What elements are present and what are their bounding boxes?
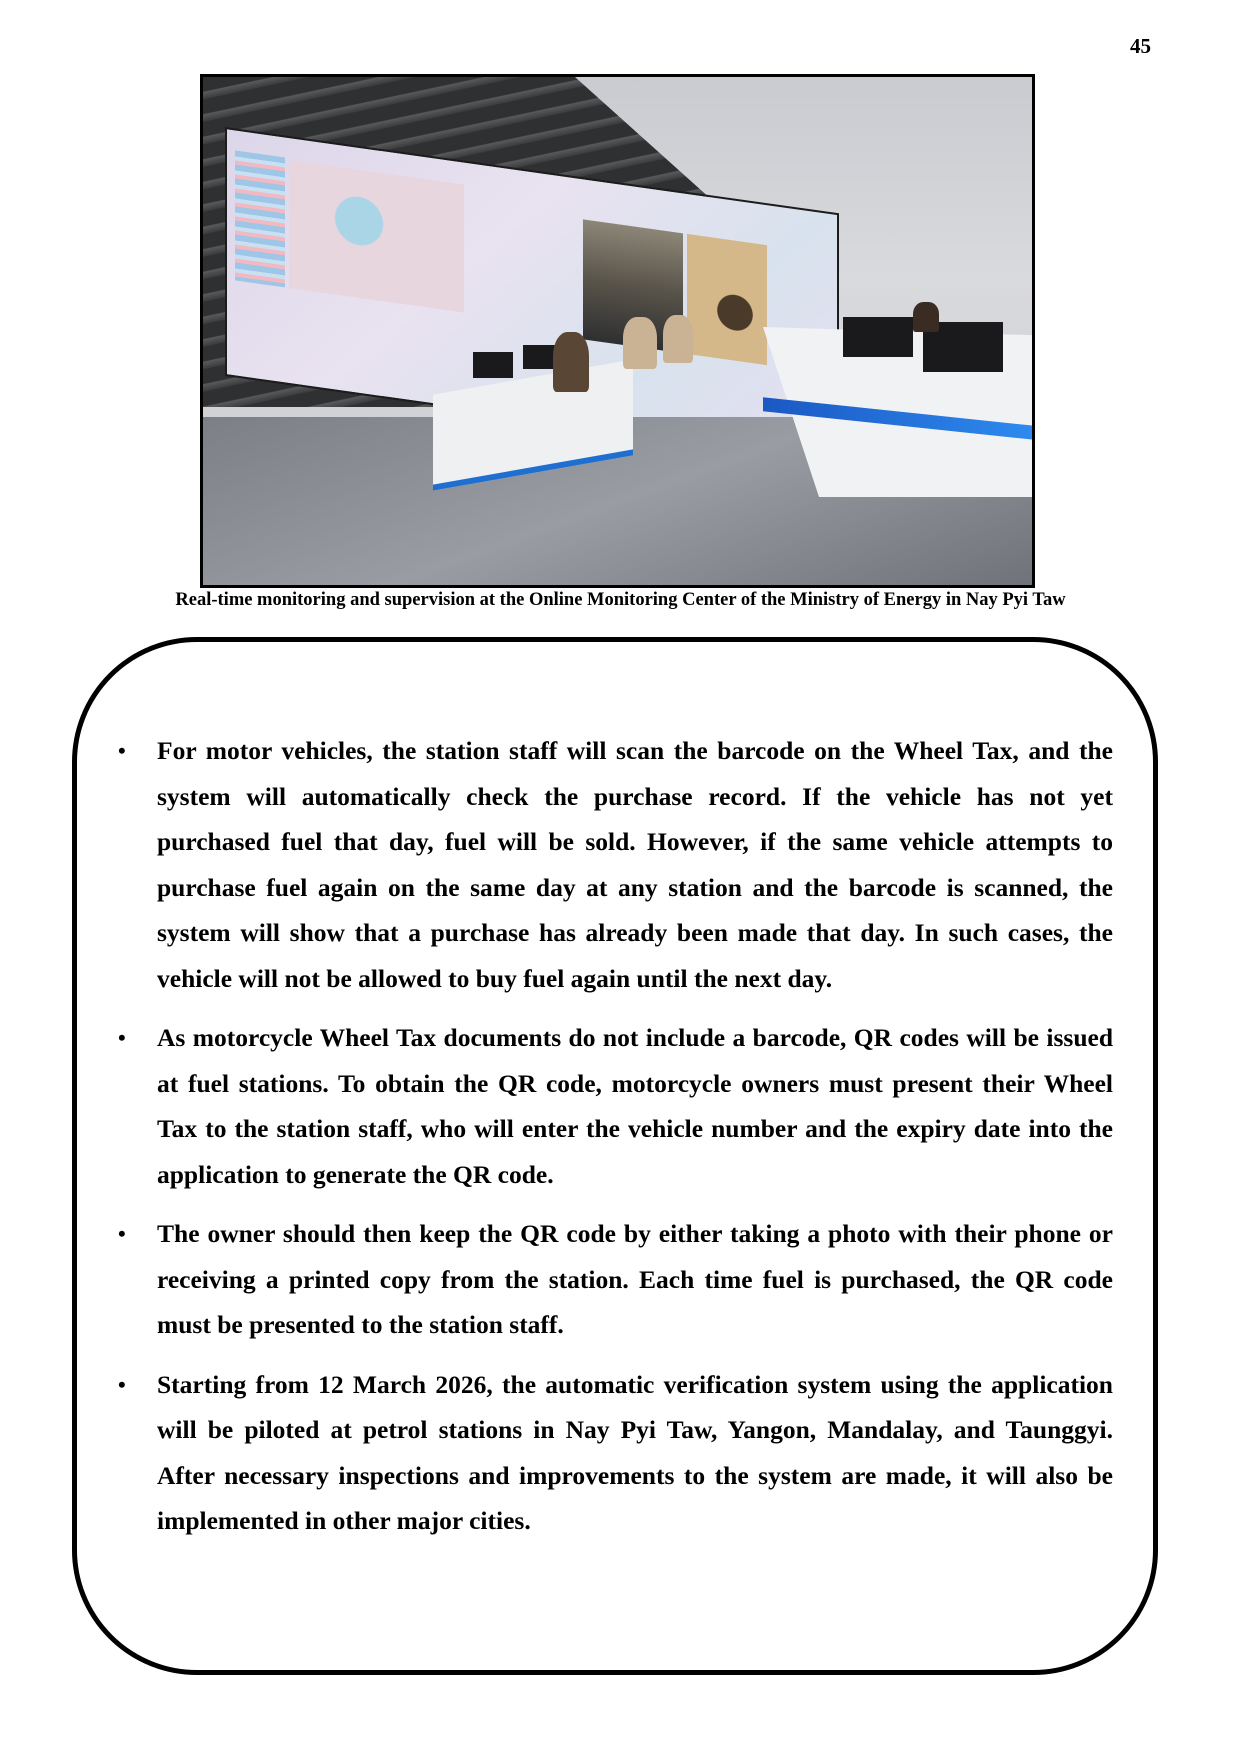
- bullet-text: Starting from 12 March 2026, the automatic verification system using the application will be piloted at petrol stations in Nay Pyi Taw, Yangon, Mandalay, and Taunggyi. After necessary inspections and improvements to the system are made, it will also be implemented in other major cities.: [157, 1369, 1113, 1535]
- bullet-text: For motor vehicles, the station staff will scan the barcode on the Wheel Tax, and the system will automatically check the purchase record. If the vehicle has not yet purchased fuel that day, fuel will be sold. However, if the same vehicle attempts to purchase fuel again on the same day at any station and the barcode is scanned, the system will show that a purchase has already been made that day. In such cases, the vehicle will not be allowed to buy fuel again until the next day.: [157, 736, 1113, 993]
- photo-person: [913, 302, 939, 332]
- bullet-icon: •: [118, 1221, 126, 1246]
- photo-person: [623, 317, 657, 369]
- bullet-list: [118, 728, 1113, 1558]
- photo-screen-list: [235, 150, 285, 287]
- photo-monitor: [473, 352, 513, 378]
- bullet-item: [118, 728, 1113, 1001]
- figure-caption: Real-time monitoring and supervision at the Online Monitoring Center of the Ministry of Energy in Nay Pyi Taw: [175, 590, 1066, 610]
- bullet-icon: •: [118, 738, 126, 763]
- photo-monitor: [843, 317, 913, 357]
- bullet-item: [118, 1362, 1113, 1544]
- photo-person: [663, 315, 693, 363]
- bullet-icon: •: [118, 1371, 126, 1397]
- photo-screen-satellite: [687, 234, 767, 365]
- bullet-text: The owner should then keep the QR code by either taking a photo with their phone or receiving a printed copy from the station. Each time fuel is purchased, the QR code must be presented to the station staff.: [157, 1219, 1113, 1339]
- bullet-icon: •: [118, 1025, 126, 1050]
- photo-person: [553, 332, 589, 392]
- page-number: 45: [1130, 34, 1151, 58]
- photo-screen-map: [289, 160, 464, 313]
- control-room-photo: [200, 74, 1035, 588]
- bullet-text: As motorcycle Wheel Tax documents do not include a barcode, QR codes will be issued at fuel stations. To obtain the QR code, motorcycle owners must present their Wheel Tax to the station staff, who will enter the vehicle number and the expiry date into the application to generate the QR code.: [157, 1023, 1113, 1189]
- bullet-item: [118, 1015, 1113, 1197]
- bullet-item: [118, 1211, 1113, 1348]
